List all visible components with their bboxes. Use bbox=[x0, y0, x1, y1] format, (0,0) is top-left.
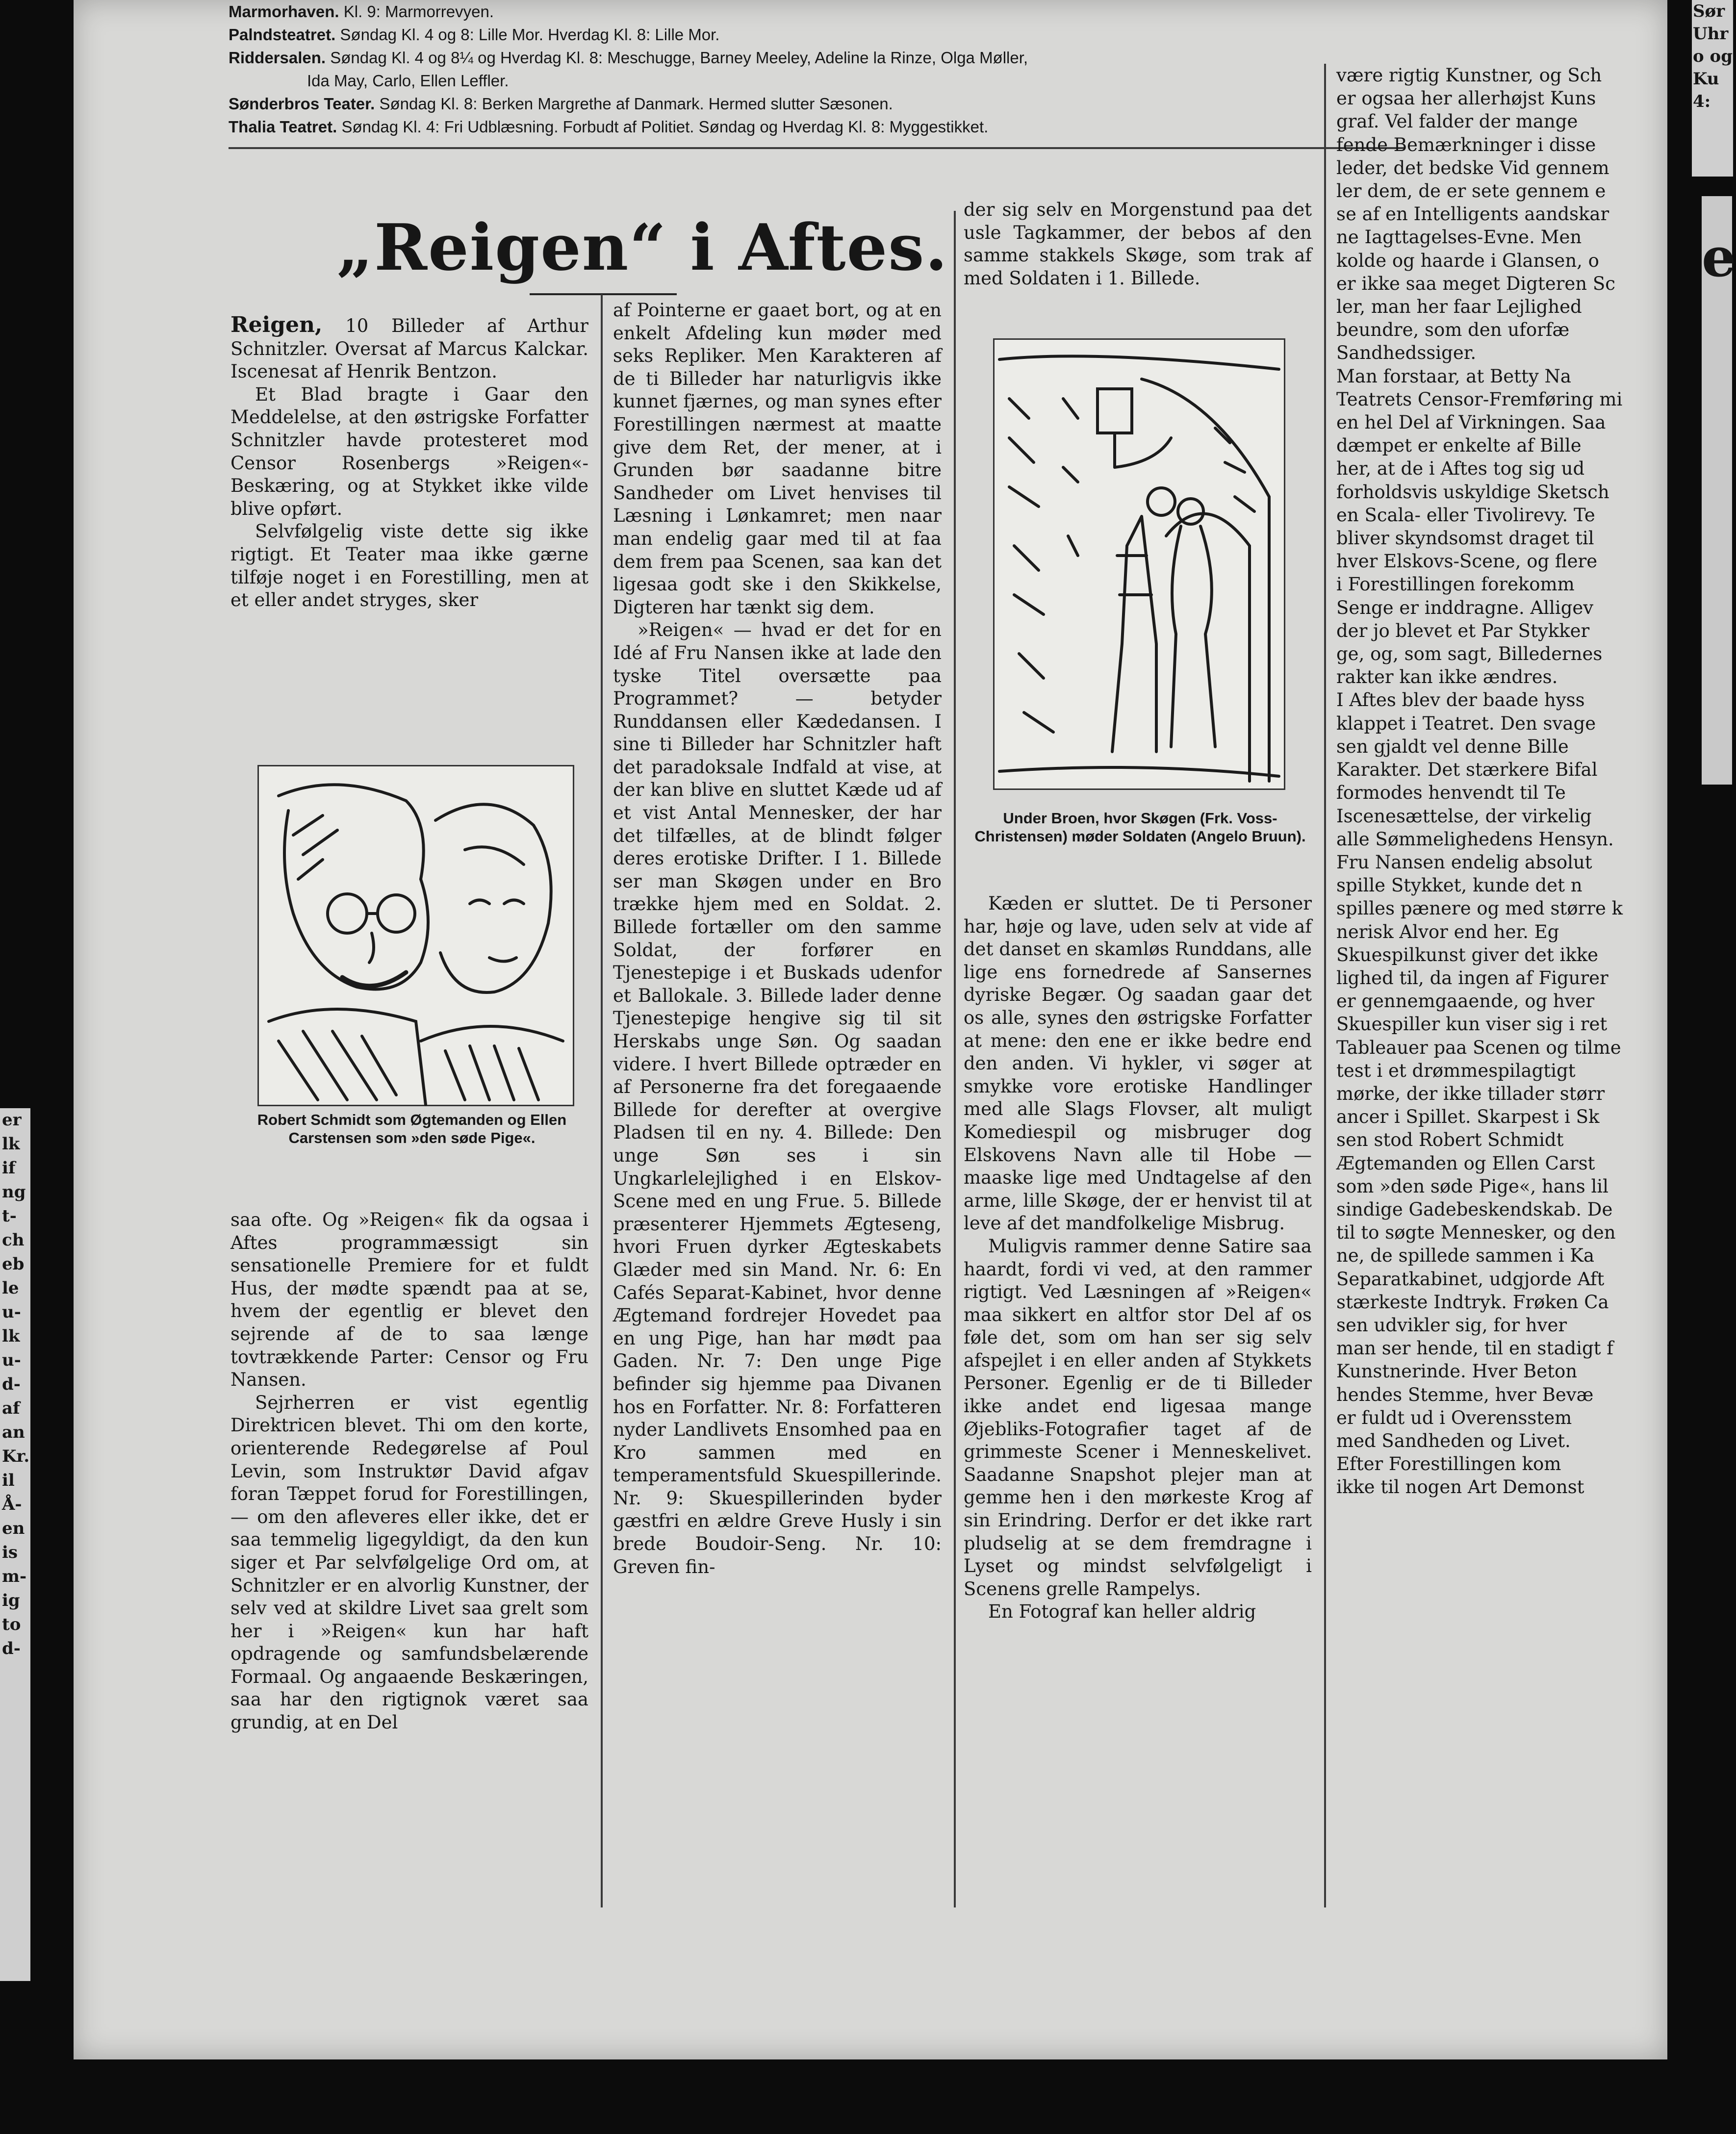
sliver-line: il bbox=[2, 1471, 15, 1490]
sliver-line: Uhr bbox=[1693, 24, 1729, 44]
column-4-line: nerisk Alvor end her. Eg bbox=[1336, 921, 1559, 942]
column-4-line: ancer i Spillet. Skarpest i Sk bbox=[1336, 1106, 1600, 1128]
listing-row bbox=[229, 69, 1401, 92]
listing-text: Søndag Kl. 4 og 8¼ og Hverdag Kl. 8: Meschugge, Barney Meeley, Adeline la Rinze, Olga Møller, bbox=[330, 49, 1028, 67]
column-4-line: Ægtemanden og Ellen Carst bbox=[1336, 1152, 1595, 1174]
sliver-line: er bbox=[2, 1110, 22, 1130]
column-4-line: Senge er inddragne. Alligev bbox=[1336, 597, 1594, 618]
column-3-bottom bbox=[964, 892, 1312, 1624]
lead-title: Reigen, bbox=[230, 312, 323, 337]
theatre-listings bbox=[229, 0, 1401, 138]
sliver-line: lk bbox=[2, 1134, 20, 1154]
paragraph: Muligvis rammer denne Satire saa haardt, fordi vi ved, at den rammer rigtigt. Ved Læsningen af »Reigen« maa sikkert en altfor stor Del af os føle det, som om han ser sig selv afspejlet i en eller anden af Stykkets Personer. Egenlig er de ti Billeder ikke andet end ligesaa mange Øjebliks-Fotografier taget af de grimmeste Scener i Menneskelivet. Saadanne Snapshot plejer man at gemme hen i den mørkeste Krog af sin Erindring. Derfor er det ikke rart pludselig at se dem fremdragne i Lyset og mindst selvfølgeligt i Scenens grelle Rampelys. bbox=[964, 1235, 1312, 1600]
sliver-line: u- bbox=[2, 1350, 21, 1370]
column-4-line: er ikke saa meget Digteren Sc bbox=[1336, 273, 1615, 294]
sliver-line: en bbox=[2, 1519, 25, 1538]
paragraph: Sejrherren er vist egentlig Direktricen blevet. Thi om den korte, orienterende Redegørelse af Poul Levin, som Instruktør David afgav foran Tæppet forud for Forestillingen, — om den afleveres eller ikke, det er saa temmelig ligegyldigt, da den kun siger et Par selvfølgelige Ord om, at Schnitzler er en alvorlig Kunstner, der selv ved at skildre Livet saa grelt som her i »Reigen« kun har haft opdragende og samfundsbelærende Formaal. Og angaaende Beskæringen, saa har den rigtignok været saa grundig, at en Del bbox=[230, 1392, 588, 1733]
column-4-line: sindige Gadebeskendskab. De bbox=[1336, 1198, 1613, 1220]
article-headline: „Reigen“ i Aftes. bbox=[336, 210, 948, 285]
sliver-line: o og bbox=[1693, 47, 1733, 66]
sliver-line: lk bbox=[2, 1326, 20, 1346]
column-4-line: Iscenesættelse, der virkelig bbox=[1336, 805, 1592, 827]
listing-venue: Sønderbros Teater. bbox=[229, 95, 375, 113]
paragraph: En Fotograf kan heller aldrig bbox=[988, 1601, 1256, 1623]
column-4-line: klappet i Teatret. Den svage bbox=[1336, 712, 1596, 734]
column-4-line: er gennemgaaende, og hver bbox=[1336, 991, 1595, 1012]
column-4-line: Kunstnerinde. Hver Beton bbox=[1336, 1361, 1578, 1382]
adjacent-clipping-right bbox=[1692, 0, 1736, 2134]
column-4-line: Tableauer paa Scenen og tilme bbox=[1336, 1037, 1621, 1058]
sliver-line: Kr. bbox=[2, 1447, 30, 1466]
adjacent-clipping-left bbox=[0, 1108, 30, 1981]
column-4-line: Sandhedssiger. bbox=[1336, 342, 1477, 364]
listing-text: Ida May, Carlo, Ellen Leffler. bbox=[307, 72, 509, 90]
column-4-line: være rigtig Kunstner, og Sch bbox=[1336, 65, 1602, 86]
sliver-line: ch bbox=[2, 1230, 25, 1250]
column-4 bbox=[1336, 64, 1680, 1499]
column-3-top bbox=[964, 199, 1312, 290]
column-4-line: sen gjaldt vel denne Bille bbox=[1336, 736, 1569, 757]
column-4-line: man ser hende, til en stadigt f bbox=[1336, 1338, 1613, 1359]
listing-text: Kl. 9: Marmorrevyen. bbox=[343, 2, 494, 21]
listing-venue: Marmorhaven. bbox=[229, 2, 339, 21]
sliver-line: an bbox=[2, 1423, 25, 1442]
bridge-sketch bbox=[995, 340, 1284, 788]
column-4-line: spilles pænere og med større k bbox=[1336, 898, 1623, 919]
column-4-line: Teatrets Censor-Fremføring mi bbox=[1336, 388, 1623, 410]
column-4-line: graf. Vel falder der mange bbox=[1336, 111, 1578, 132]
paragraph: Kæden er sluttet. De ti Personer har, høje og lave, uden selv at vide af det danset en skamløs Runddans, alle lige ens fornedrede af Sansernes dyriske Begær. Og saadan gaar det os alle, synes den østrigske Forfatter at mene: den ene er ikke bedre end den anden. Vi hykler, vi søger at smykke vore erotiske Handlinger med alle Slags Flovser, alt muligt Komediespil og misbruger dog Elskovens Navn alle til Hobe — maaske lige med Undtagelse af den arme, lille Skøge, der er henvist til at leve af det mandfolkelige Misbrug. bbox=[964, 893, 1312, 1234]
column-rule-2 bbox=[954, 211, 956, 1907]
paragraph: »Reigen« — hvad er det for en Idé af Fru Nansen ikke at lade den tyske Titel oversætte paa Programmet? — betyder Runddansen eller Kædedansen. I sine ti Billeder har Schnitzler haft det paradoksale Indfald at vise, at der kan blive en sluttet Kæde ud af et vist Antal Mennesker, der har det tilfælles, at de blindt følger deres erotiske Drifter. I 1. Billede ser man Skøgen under en Bro trække hjem med en Soldat. 2. Billede fortæller om den samme Soldat, der forfører en Tjenestepige i et Buskads udenfor et Ballokale. 3. Billede lader denne Tjenestepige hengive sig til sit Herskabs unge Søn. Og saadan videre. I hvert Billede optræder en af Personerne fra det foregaaende Billede for derefter at overgive Pladsen til en ny. 4. Billede: Den unge Søn ses i sin Ungkarlelejlighed i en Elskov-Scene med en ung Frue. 5. Billede præsenterer Hjemmets Ægteseng, hvori Fruen dyrker Ægteskabets Glæder med sin Mand. Nr. 6: En Cafés Separat-Kabinet, hvor denne Ægtemand fordrejer Hovedet paa en ung Pige, han har mødt paa Gaden. Nr. 7: Den unge Pige befinder sig hjemme paa Divanen hos en Forfatter. Nr. 8: Forfatteren nyder Landlivets Ensomhed paa en Kro sammen med en temperamentsfuld Skuespillerinde. Nr. 9: Skuespillerinden byder gæstfri en ældre Greve Husly i sin brede Boudoir-Seng. Nr. 10: Greven fin- bbox=[613, 619, 942, 1577]
column-4-line: en Scala- eller Tivolirevy. Te bbox=[1336, 504, 1595, 526]
column-4-line: der jo blevet et Par Stykker bbox=[1336, 620, 1590, 641]
sliver-line: t- bbox=[2, 1206, 17, 1226]
adjacent-clipping-right-headline: e bbox=[1702, 196, 1732, 785]
column-4-line: en hel Del af Virkningen. Saa bbox=[1336, 412, 1606, 433]
column-1-bottom bbox=[230, 1209, 588, 1734]
sliver-line: 4: bbox=[1693, 92, 1711, 111]
column-4-line: se af en Intelligents aandskar bbox=[1336, 203, 1609, 225]
illustration-bridge bbox=[993, 338, 1285, 790]
column-4-line: bliver skyndsomst draget til bbox=[1336, 528, 1594, 549]
column-4-line: alle Sømmelighedens Hensyn. bbox=[1336, 828, 1614, 850]
column-4-line: fende Bemærkninger i disse bbox=[1336, 134, 1596, 155]
column-4-line: rakter kan ikke ændres. bbox=[1336, 666, 1558, 688]
column-4-line: i Forestillingen forekomm bbox=[1336, 574, 1575, 595]
listing-text: Søndag Kl. 8: Berken Margrethe af Danmark. Hermed slutter Sæsonen. bbox=[379, 95, 893, 113]
listing-venue: Riddersalen. bbox=[229, 49, 326, 67]
column-4-line: spille Stykket, kunde det n bbox=[1336, 875, 1583, 896]
paragraph: saa ofte. Og »Reigen« fik da ogsaa i Aftes programmæssigt sin sensationelle Premiere for et fuldt Hus, der mødte spændt paa at se, hvem der egentlig er blevet den sejrende af de to saa længe tovtrækkende Parter: Censor og Fru Nansen. bbox=[230, 1209, 588, 1391]
column-4-line: Skuespilkunst giver det ikke bbox=[1336, 944, 1599, 965]
listing-row bbox=[229, 46, 1401, 69]
column-4-line: Man forstaar, at Betty Na bbox=[1336, 365, 1571, 387]
column-4-line: Efter Forestillingen kom bbox=[1336, 1453, 1561, 1475]
column-4-line: hendes Stemme, hver Bevæ bbox=[1336, 1384, 1594, 1405]
sliver-line: Å- bbox=[2, 1495, 22, 1514]
newspaper-clipping bbox=[74, 0, 1667, 2059]
sliver-line: eb bbox=[2, 1254, 25, 1274]
column-4-line: leder, det bedske Vid gennem bbox=[1336, 157, 1609, 178]
column-4-line: kolde og haarde i Glansen, o bbox=[1336, 250, 1599, 271]
column-4-line: dæmpet er enkelte af Bille bbox=[1336, 435, 1582, 457]
column-4-line: forholdsvis uskyldige Sketsch bbox=[1336, 481, 1609, 503]
sliver-line: if bbox=[2, 1158, 16, 1178]
sliver-line: d- bbox=[2, 1639, 21, 1658]
listing-text: Søndag Kl. 4: Fri Udblæsning. Forbudt af Politiet. Søndag og Hverdag Kl. 8: Myggestikket. bbox=[341, 118, 989, 136]
column-4-line: stærkeste Indtryk. Frøken Ca bbox=[1336, 1291, 1609, 1313]
column-4-line: ge, og, som sagt, Billedernes bbox=[1336, 643, 1603, 665]
column-4-line: som »den søde Pige«, hans lil bbox=[1336, 1175, 1608, 1197]
column-4-line: ler, man her faar Lejlighed bbox=[1336, 296, 1582, 318]
paragraph: Et Blad bragte i Gaar den Meddelelse, at den østrigske Forfatter Schnitzler havde protesteret mod Censor Rosenbergs »Reigen«-Beskæring, og at Stykket ikke vilde blive opført. bbox=[230, 383, 588, 519]
caption-couple: Robert Schmidt som Øgtemanden og Ellen Carstensen som »den søde Pige«. bbox=[257, 1111, 567, 1146]
sliver-line: af bbox=[2, 1398, 20, 1418]
column-4-line: ler dem, de er sete gennem e bbox=[1336, 180, 1606, 202]
column-4-line: ne Iagttagelses-Evne. Men bbox=[1336, 227, 1582, 248]
column-4-line: beundre, som den uforfæ bbox=[1336, 319, 1570, 341]
paragraph: der sig selv en Morgenstund paa det usle Tagkammer, der bebos af den samme stakkels Skøge, som trak af med Soldaten i 1. Billede. bbox=[964, 199, 1312, 289]
sliver-line: u- bbox=[2, 1302, 21, 1322]
sliver-line: Sør bbox=[1693, 1, 1725, 21]
column-4-line: til to søgte Mennesker, og den bbox=[1336, 1222, 1616, 1244]
column-rule-1 bbox=[601, 294, 603, 1907]
column-4-line: er fuldt ud i Overensstem bbox=[1336, 1407, 1572, 1428]
column-4-line: lighed til, da ingen af Figurer bbox=[1336, 967, 1608, 989]
column-4-line: ne, de spillede sammen i Ka bbox=[1336, 1245, 1595, 1267]
column-4-line: hver Elskovs-Scene, og flere bbox=[1336, 551, 1598, 572]
listing-text: Søndag Kl. 4 og 8: Lille Mor. Hverdag Kl. 8: Lille Mor. bbox=[340, 25, 720, 44]
sliver-line: ng bbox=[2, 1182, 26, 1202]
column-4-line: med Sandheden og Livet. bbox=[1336, 1430, 1571, 1451]
column-4-line: Skuespiller kun viser sig i ret bbox=[1336, 1014, 1608, 1035]
paragraph: af Pointerne er gaaet bort, og at en enkelt Afdeling kun møder med seks Repliker. Men Karakteren af de ti Billeder har naturligvis ikke kunnet fjærnes, og man synes efter Forestillingen nærmest at maatte give dem Ret, der mener, at i Grunden bør saadanne bitre Sandheder om Livet henvises til Læsning i Lønkamret; men naar man endelig gaar med til at faa dem frem paa Scenen, saa kan det ligesaa godt ske i den Skikkelse, Digteren har tænkt sig dem. bbox=[613, 300, 942, 618]
headline-rule bbox=[530, 293, 677, 295]
column-1-top bbox=[230, 314, 588, 612]
lead-text: 10 Billeder af Arthur Schnitzler. Oversat af Marcus Kalckar. Iscenesat af Henrik Bentzon. bbox=[230, 315, 588, 382]
column-4-line: er ogsaa her allerhøjst Kuns bbox=[1336, 88, 1596, 109]
adjacent-clipping-right-text bbox=[1692, 0, 1733, 177]
listings-divider bbox=[229, 147, 1405, 149]
column-4-line: sen udvikler sig, for hver bbox=[1336, 1314, 1567, 1336]
sliver-line: Ku bbox=[1693, 69, 1719, 89]
column-4-line: mørke, der ikke tillader størr bbox=[1336, 1083, 1605, 1104]
listing-row bbox=[229, 115, 1401, 138]
listing-venue: Thalia Teatret. bbox=[229, 118, 337, 136]
caption-bridge: Under Broen, hvor Skøgen (Frk. Voss-Christensen) møder Soldaten (Angelo Bruun). bbox=[974, 810, 1306, 845]
sliver-line: le bbox=[2, 1278, 19, 1298]
sliver-line: is bbox=[2, 1543, 18, 1562]
listing-row bbox=[229, 23, 1401, 46]
sliver-line: to bbox=[2, 1615, 21, 1634]
column-4-line: I Aftes blev der baade hyss bbox=[1336, 689, 1585, 711]
column-4-line: Fru Nansen endelig absolut bbox=[1336, 851, 1592, 873]
sliver-line: m- bbox=[2, 1567, 27, 1586]
column-4-line: test i et drømmespilagtigt bbox=[1336, 1060, 1576, 1081]
listing-venue: Palndsteatret. bbox=[229, 25, 336, 44]
column-4-line: Separatkabinet, udgjorde Aft bbox=[1336, 1268, 1605, 1290]
column-2 bbox=[613, 299, 942, 1578]
couple-sketch bbox=[259, 766, 573, 1105]
sliver-line: d- bbox=[2, 1374, 21, 1394]
sliver-line: ig bbox=[2, 1591, 20, 1610]
listing-row bbox=[229, 92, 1401, 115]
column-rule-3 bbox=[1324, 64, 1326, 1907]
column-4-line: ikke til nogen Art Demonst bbox=[1336, 1476, 1584, 1498]
listing-row bbox=[229, 0, 1401, 23]
column-4-line: Karakter. Det stærkere Bifal bbox=[1336, 759, 1598, 781]
column-4-line: her, at de i Aftes tog sig ud bbox=[1336, 458, 1585, 480]
column-4-line: formodes henvendt til Te bbox=[1336, 782, 1566, 804]
paragraph: Selvfølgelig viste dette sig ikke rigtigt. Et Teater maa ikke gærne tilføje noget i en Forestilling, men at et eller andet stryges, sker bbox=[230, 521, 588, 611]
illustration-couple bbox=[257, 765, 574, 1106]
column-4-line: sen stod Robert Schmidt bbox=[1336, 1129, 1564, 1151]
